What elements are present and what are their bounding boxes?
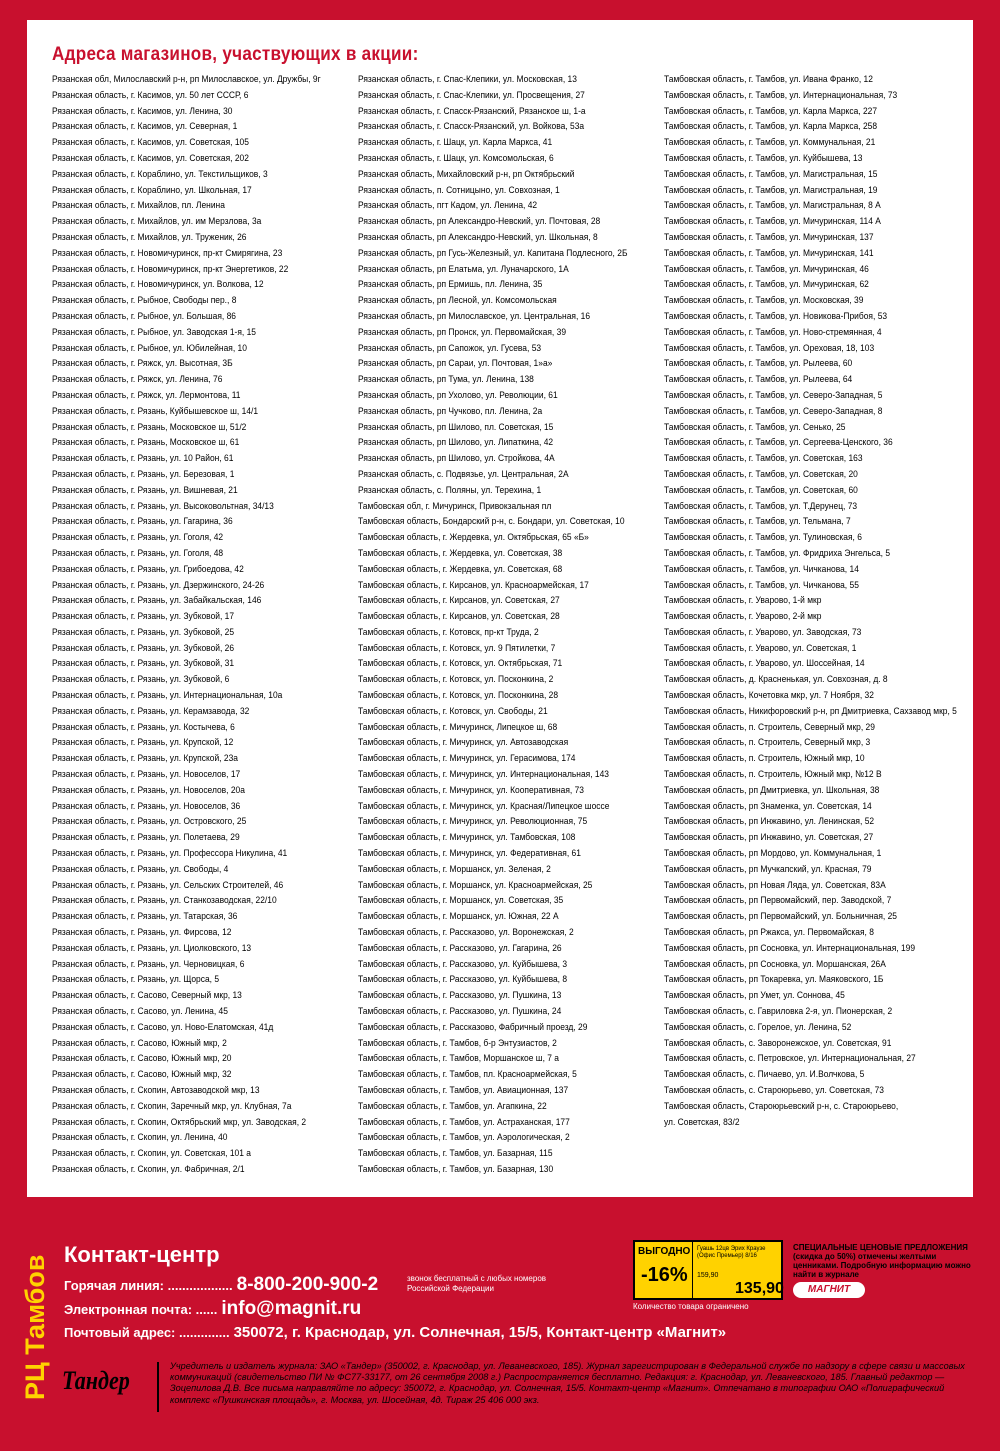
- post-label: Почтовый адрес: ..............: [64, 1325, 230, 1340]
- store-address: Тамбовская область, г. Тамбов, ул. Астраханская, 177: [358, 1116, 570, 1128]
- store-address: Рязанская область, рп Гусь-Железный, ул. Капитана Подлесного, 2Б: [358, 247, 628, 259]
- store-address: Рязанская область, г. Рязань, ул. Забайкальская, 146: [52, 595, 262, 607]
- store-address: Рязанская область, г. Рязань, ул. Новоселов, 20а: [52, 784, 245, 796]
- store-address: Тамбовская область, с. Гавриловка 2-я, ул. Пионерская, 2: [664, 1006, 893, 1018]
- store-address: Рязанская область, с. Подвязье, ул. Центральная, 2А: [358, 468, 569, 480]
- store-address: Тамбовская область, г. Мичуринск, ул. Интернациональная, 143: [358, 769, 610, 781]
- store-address: Тамбовская область, рп Знаменка, ул. Советская, 14: [664, 800, 872, 812]
- store-address: Тамбовская область, г. Тамбов, ул. Московская, 39: [664, 295, 864, 307]
- store-address: Рязанская область, рп Елатьма, ул. Луначарского, 1А: [358, 263, 569, 275]
- store-address: Тамбовская область, рп Инжавино, ул. Ленинская, 52: [664, 816, 875, 828]
- store-address: Тамбовская обл, г. Мичуринск, Привокзальная пл: [358, 500, 552, 512]
- store-address: Рязанская область, г. Шацк, ул. Карла Маркса, 41: [358, 137, 553, 149]
- store-address: Тамбовская область, г. Жердевка, ул. Советская, 68: [358, 563, 563, 575]
- store-address: Тамбовская область, г. Рассказово, ул. Пушкина, 24: [358, 1006, 562, 1018]
- store-address: Рязанская область, г. Рязань, ул. Фирсова, 12: [52, 927, 232, 939]
- store-address: Тамбовская область, г. Тамбов, ул. Фридриха Энгельса, 5: [664, 547, 891, 559]
- store-address: Рязанская область, г. Рязань, ул. Циолковского, 13: [52, 942, 252, 954]
- store-address: Тамбовская область, г. Рассказово, Фабричный проезд, 29: [358, 1021, 588, 1033]
- store-address: Рязанская область, пгт Кадом, ул. Ленина, 42: [358, 200, 538, 212]
- store-address: Рязанская область, г. Скопин, ул. Ленина, 40: [52, 1132, 228, 1144]
- store-address: Рязанская область, рп Тума, ул. Ленина, 138: [358, 374, 534, 386]
- store-address: Рязанская область, г. Сасово, Южный мкр, 32: [52, 1069, 232, 1081]
- post-row: [64, 1324, 726, 1341]
- store-address: Тамбовская область, г. Тамбов, ул. Северо-Западная, 5: [664, 389, 883, 401]
- store-address: Рязанская область, г. Рязань, ул. Свободы, 4: [52, 863, 229, 875]
- store-address: Рязанская область, г. Рязань, ул. Полетаева, 29: [52, 832, 240, 844]
- price-tag-sample: [633, 1240, 783, 1300]
- store-address: Тамбовская область, г. Тамбов, ул. Ново-стремянная, 4: [664, 326, 882, 338]
- store-address: Тамбовская область, рп Мучкапский, ул. Красная, 79: [664, 863, 872, 875]
- store-address: Рязанская область, г. Рязань, ул. Новоселов, 17: [52, 769, 241, 781]
- store-address: Тамбовская область, г. Мичуринск, ул. Тамбовская, 108: [358, 832, 576, 844]
- store-address: Рязанская область, г. Рязань, ул. Татарская, 36: [52, 911, 238, 923]
- store-address: Рязанская область, рп Шилово, пл. Советская, 15: [358, 421, 554, 433]
- store-address: Тамбовская область, рп Первомайский, пер. Заводской, 7: [664, 895, 892, 907]
- email-link[interactable]: info@magnit.ru: [221, 1298, 362, 1319]
- store-address: Тамбовская область, г. Моршанск, ул. Зеленая, 2: [358, 863, 551, 875]
- store-address: Рязанская область, г. Новомичуринск, ул. Волкова, 12: [52, 279, 264, 291]
- store-address: Рязанская область, г. Рязань, Куйбышевское ш, 14/1: [52, 405, 259, 417]
- store-address: Рязанская область, г. Михайлов, ул. Труженик, 26: [52, 231, 247, 243]
- store-address: Тамбовская область, г. Тамбов, ул. Советская, 20: [664, 468, 858, 480]
- store-address: Тамбовская область, г. Тамбов, ул. Советская, 60: [664, 484, 858, 496]
- store-address: Тамбовская область, г. Тамбов, ул. Новикова-Прибоя, 53: [664, 310, 888, 322]
- store-address: Тамбовская область, г. Кирсанов, ул. Советская, 28: [358, 611, 560, 623]
- store-address: Рязанская область, рп Шилово, ул. Липаткина, 42: [358, 437, 554, 449]
- store-address: Рязанская область, г. Сасово, ул. Ново-Елатомская, 41д: [52, 1021, 274, 1033]
- special-offer-text: СПЕЦИАЛЬНЫЕ ЦЕНОВЫЕ ПРЕДЛОЖЕНИЯ (скидка до 50%) отмечены желтыми ценниками. Подробную информацию можно найти в журнале: [793, 1243, 971, 1279]
- store-address: Рязанская область, г. Рыбное, ул. Заводская 1-я, 15: [52, 326, 256, 338]
- store-address: Тамбовская область, г. Тамбов, ул. Авиационная, 137: [358, 1085, 569, 1096]
- store-address: Рязанская область, г. Спас-Клепики, ул. Просвещения, 27: [358, 89, 585, 101]
- page-title: Адреса магазинов, участвующих в акции:: [52, 44, 419, 65]
- store-address: Рязанская область, рп Александро-Невский, ул. Почтовая, 28: [358, 216, 601, 228]
- store-address: Тамбовская область, г. Тамбов, ул. Мичуринская, 46: [664, 263, 869, 275]
- store-address: Тамбовская область, г. Тамбов, ул. Аэрологическая, 2: [358, 1132, 570, 1144]
- store-address: Тамбовская область, г. Рассказово, ул. Пушкина, 13: [358, 990, 562, 1002]
- store-address: Тамбовская область, г. Рассказово, ул. Гагарина, 26: [358, 942, 562, 954]
- store-address: Тамбовская область, д. Красненькая, ул. Совхозная, д. 8: [664, 674, 888, 686]
- promo-product: Гуашь 12цв Эрих Краузе (Офис Премьер) 8/16: [697, 1246, 766, 1259]
- store-address: Рязанская область, г. Кораблино, ул. Школьная, 17: [52, 184, 252, 196]
- store-address: Рязанская область, г. Спасск-Рязанский, ул. Войкова, 53а: [358, 121, 585, 133]
- store-address: Тамбовская область, г. Тамбов, ул. Мичуринская, 141: [664, 247, 874, 259]
- store-address: Рязанская область, г. Сасово, Южный мкр, 20: [52, 1053, 232, 1065]
- store-address: Тамбовская область, г. Котовск, ул. Посконкина, 2: [358, 674, 554, 686]
- store-address: Тамбовская область, рп Дмитриевка, ул. Школьная, 38: [664, 784, 880, 796]
- store-address: Тамбовская область, г. Уварово, 2-й мкр: [664, 611, 822, 623]
- store-address: Тамбовская область, рп Умет, ул. Соннова, 45: [664, 990, 845, 1002]
- store-address: Рязанская область, г. Кораблино, ул. Текстильщиков, 3: [52, 168, 268, 180]
- store-address: Рязанская область, г. Касимов, ул. 50 лет СССР, 6: [52, 89, 249, 101]
- store-address: Тамбовская область, г. Жердевка, ул. Советская, 38: [358, 547, 563, 559]
- store-address: Рязанская область, г. Скопин, Октябрьский мкр, ул. Заводская, 2: [52, 1116, 307, 1128]
- store-address: Рязанская область, г. Ряжск, ул. Ленина, 76: [52, 374, 223, 386]
- store-address: Тамбовская область, рп Ржакса, ул. Первомайская, 8: [664, 927, 874, 939]
- quantity-note: Количество товара ограничено: [633, 1302, 749, 1311]
- store-address: Рязанская область, г. Спас-Клепики, ул. Московская, 13: [358, 74, 577, 85]
- store-address: Рязанская область, г. Рязань, ул. Березовая, 1: [52, 468, 235, 480]
- store-address: Тамбовская область, п. Строитель, Северный мкр, 3: [664, 737, 871, 749]
- store-address: Тамбовская область, г. Кирсанов, ул. Красноармейская, 17: [358, 579, 589, 591]
- store-address: Рязанская область, г. Рязань, ул. Сельских Строителей, 46: [52, 879, 284, 891]
- hotline-label: Горячая линия: ..................: [64, 1278, 233, 1293]
- store-address: Тамбовская область, г. Тамбов, ул. Агапкина, 22: [358, 1100, 547, 1112]
- address-column-2: [358, 72, 664, 1178]
- store-address: Рязанская область, г. Ряжск, ул. Высотная, 3Б: [52, 358, 233, 370]
- store-address: Рязанская область, г. Рязань, ул. Гоголя, 48: [52, 547, 224, 559]
- store-address: Тамбовская область, с. Староюрьево, ул. Советская, 73: [664, 1085, 885, 1096]
- store-address: Рязанская область, г. Михайлов, пл. Ленина: [52, 200, 225, 212]
- store-address: Тамбовская область, п. Строитель, Южный мкр, №12 В: [664, 769, 882, 781]
- store-address: Рязанская область, рп Ермишь, пл. Ленина, 35: [358, 279, 543, 291]
- store-address: Тамбовская область, г. Тамбов, ул. Карла Маркса, 227: [664, 105, 878, 117]
- store-address: Рязанская область, рп Ухолово, ул. Революции, 61: [358, 389, 558, 401]
- store-address: Тамбовская область, г. Кирсанов, ул. Советская, 27: [358, 595, 560, 607]
- store-address: Тамбовская область, г. Моршанск, ул. Южная, 22 А: [358, 911, 559, 923]
- store-address: Рязанская область, г. Рязань, ул. Гагарина, 36: [52, 516, 233, 528]
- store-address: Тамбовская область, Кочетовка мкр, ул. 7 Ноября, 32: [664, 690, 874, 702]
- store-address: Тамбовская область, г. Тамбов, ул. Чичканова, 55: [664, 579, 859, 591]
- store-address: Рязанская область, г. Касимов, ул. Советская, 202: [52, 152, 249, 164]
- store-address: Рязанская область, г. Касимов, ул. Северная, 1: [52, 121, 238, 133]
- hotline-row: [64, 1274, 378, 1296]
- store-address: Рязанская область, рп Александро-Невский, ул. Школьная, 8: [358, 231, 598, 243]
- store-address: Тамбовская область, г. Тамбов, ул. Магистральная, 19: [664, 184, 878, 196]
- hotline-number[interactable]: 8-800-200-900-2: [236, 1274, 379, 1295]
- store-address: Тамбовская область, рп Сосновка, ул. Моршанская, 26А: [664, 958, 886, 970]
- store-address: Рязанская область, г. Рязань, ул. Гоголя, 42: [52, 532, 224, 544]
- store-address: Рязанская область, Михайловский р-н, рп Октябрьский: [358, 168, 575, 180]
- store-address: Тамбовская область, г. Тамбов, ул. Ивана Франко, 12: [664, 74, 873, 85]
- store-address: Рязанская область, г. Сасово, ул. Ленина, 45: [52, 1006, 228, 1018]
- store-address: Тамбовская область, г. Тамбов, ул. Ореховая, 18, 103: [664, 342, 875, 354]
- store-address: Рязанская область, г. Рязань, Московское ш, 61: [52, 437, 240, 449]
- store-address: Тамбовская область, г. Мичуринск, ул. Кооперативная, 73: [358, 784, 584, 796]
- store-address: Рязанская область, г. Рыбное, ул. Юбилейная, 10: [52, 342, 247, 354]
- promo-old-price: 159,90: [697, 1272, 719, 1279]
- store-address: Рязанская область, г. Рязань, ул. Черновицкая, 6: [52, 958, 245, 970]
- store-address: Тамбовская область, Никифоровский р-н, рп Дмитриевка, Сахзавод мкр, 5: [664, 705, 957, 717]
- store-address: Тамбовская область, г. Тамбов, ул. Тулиновская, 6: [664, 532, 862, 544]
- promo-badge: ВЫГОДНО: [638, 1246, 691, 1257]
- store-address: Рязанская область, г. Рязань, ул. Высоковольтная, 34/13: [52, 500, 274, 512]
- store-address: Тамбовская область, г. Тамбов, ул. Магистральная, 15: [664, 168, 878, 180]
- store-address: Тамбовская область, г. Рассказово, ул. Воронежская, 2: [358, 927, 574, 939]
- store-address: Тамбовская область, г. Рассказово, ул. Куйбышева, 8: [358, 974, 568, 986]
- store-address: Рязанская область, с. Поляны, ул. Терехина, 1: [358, 484, 542, 496]
- region-label: РЦ Тамбов: [20, 1254, 50, 1400]
- store-address: Рязанская область, п. Сотницыно, ул. Совхозная, 1: [358, 184, 560, 196]
- store-address: Рязанская область, г. Рязань, ул. Дзержинского, 24-26: [52, 579, 265, 591]
- store-address: Рязанская область, г. Рязань, ул. Интернациональная, 10а: [52, 690, 283, 702]
- store-address: Тамбовская область, г. Моршанск, ул. Советская, 35: [358, 895, 564, 907]
- store-address: Рязанская область, г. Рязань, ул. Новоселов, 36: [52, 800, 241, 812]
- store-address: Рязанская область, г. Рязань, ул. Крупской, 12: [52, 737, 234, 749]
- store-address: Тамбовская область, с. Пичаево, ул. И.Волчкова, 5: [664, 1069, 865, 1081]
- store-address: Рязанская область, г. Скопин, Автозаводской мкр, 13: [52, 1085, 260, 1096]
- store-address: Тамбовская область, рп Первомайский, ул. Больничная, 25: [664, 911, 897, 923]
- store-address: Рязанская область, г. Скопин, Заречный мкр, ул. Клубная, 7а: [52, 1100, 292, 1112]
- store-address: Тамбовская область, рп Инжавино, ул. Советская, 27: [664, 832, 874, 844]
- logo-divider: [157, 1362, 159, 1412]
- store-address: Рязанская область, рп Шилово, ул. Стройкова, 4А: [358, 453, 555, 465]
- store-address: Тамбовская область, г. Уварово, ул. Советская, 1: [664, 642, 857, 654]
- store-address: Тамбовская область, г. Мичуринск, ул. Федеративная, 61: [358, 848, 581, 860]
- store-address: Тамбовская область, г. Уварово, ул. Заводская, 73: [664, 626, 862, 638]
- store-address: Тамбовская область, г. Тамбов, ул. Мичуринская, 62: [664, 279, 869, 291]
- store-address: Тамбовская область, г. Тамбов, ул. Интернациональная, 73: [664, 89, 898, 101]
- store-address: Тамбовская область, г. Тамбов, ул. Куйбышева, 13: [664, 152, 863, 164]
- store-address: Тамбовская область, рп Сосновка, ул. Интернациональная, 199: [664, 942, 916, 954]
- store-address: Тамбовская область, г. Тамбов, ул. Коммунальная, 21: [664, 137, 876, 149]
- store-address: Рязанская область, г. Рыбное, ул. Большая, 86: [52, 310, 236, 322]
- store-address: Рязанская область, рп Сапожок, ул. Гусева, 53: [358, 342, 542, 354]
- store-address: Рязанская область, г. Рязань, Московское ш, 51/2: [52, 421, 247, 433]
- store-address: Рязанская область, г. Новомичуринск, пр-кт Смирягина, 23: [52, 247, 283, 259]
- store-address: Тамбовская область, г. Котовск, ул. Октябрьская, 71: [358, 658, 563, 670]
- store-address: Тамбовская область, г. Тамбов, ул. Рылеева, 60: [664, 358, 853, 370]
- store-address: Рязанская область, рп Милославское, ул. Центральная, 16: [358, 310, 591, 322]
- magnit-logo: МАГНИТ: [793, 1282, 865, 1298]
- store-address: Рязанская область, г. Рязань, ул. Грибоедова, 42: [52, 563, 244, 575]
- store-address: Тамбовская область, рп Мордово, ул. Коммунальная, 1: [664, 848, 882, 860]
- promo-discount: -16%: [641, 1264, 688, 1286]
- store-address: Тамбовская область, с. Заворонежское, ул. Советская, 91: [664, 1037, 892, 1049]
- store-address: Тамбовская область, г. Мичуринск, ул. Герасимова, 174: [358, 753, 576, 765]
- email-label: Электронная почта: ......: [64, 1302, 218, 1317]
- store-address: Тамбовская область, г. Тамбов, ул. Рылеева, 64: [664, 374, 853, 386]
- store-address: Рязанская область, г. Скопин, ул. Советская, 101 а: [52, 1148, 251, 1160]
- store-address: Рязанская область, рп Чучково, пл. Ленина, 2а: [358, 405, 543, 417]
- store-address: Рязанская область, г. Спасск-Рязанский, Рязанское ш, 1-а: [358, 105, 586, 117]
- store-address: Рязанская область, г. Рязань, ул. Зубковой, 25: [52, 626, 235, 638]
- store-address: Рязанская область, г. Михайлов, ул. им Мерзлова, 3а: [52, 216, 262, 228]
- store-address: Тамбовская область, г. Тамбов, ул. Сенько, 25: [664, 421, 846, 433]
- store-address: Рязанская область, г. Рязань, ул. Станкозаводская, 22/10: [52, 895, 277, 907]
- address-column-1: [52, 72, 357, 1178]
- store-address: Рязанская область, г. Рыбное, Свободы пер., 8: [52, 295, 237, 307]
- store-address: Тамбовская область, рп Новая Ляда, ул. Советская, 83А: [664, 879, 886, 891]
- legal-imprint: Учредитель и издатель журнала: ЗАО «Тандер» (350002, г. Краснодар, ул. Леваневского, 185). Журнал зарегистрирован в Федеральной службе по надзору в сфере связи и массовых коммуникаций (свидетельство ПИ № ФС77-33177, от 26 сентября 2008 г.) Распространяется бесплатно. Редакция: г. Краснодар, ул. Леваневского, 185. Главный редактор — Зоцепилова Д.В. Все письма направляйте по адресу: 350072, г. Краснодар, ул. Солнечная, 15/5. Контакт-центр «Магнит». Отпечатано в типографии ОАО «Полиграфический комплекс «Пушкинская площадь», г. Москва, ул. Шосейная, 4д. Тираж 25 406 000 экз.: [170, 1361, 965, 1405]
- store-address: Тамбовская область, п. Строитель, Северный мкр, 29: [664, 721, 875, 733]
- store-address: Рязанская область, г. Рязань, ул. Островского, 25: [52, 816, 247, 828]
- store-address: Рязанская область, г. Рязань, ул. Керамзавода, 32: [52, 705, 250, 717]
- store-address: Тамбовская область, г. Тамбов, ул. Т.Дерунец, 73: [664, 500, 858, 512]
- store-address: Рязанская область, рп Пронск, ул. Первомайская, 39: [358, 326, 567, 338]
- store-address: Тамбовская область, г. Тамбов, ул. Карла Маркса, 258: [664, 121, 878, 133]
- store-address: Тамбовская область, г. Котовск, ул. Свободы, 21: [358, 705, 548, 717]
- contact-title: Контакт-центр: [64, 1242, 220, 1267]
- store-address: Тамбовская область, г. Тамбов, ул. Магистральная, 8 А: [664, 200, 881, 212]
- store-address: ул. Советская, 83/2: [664, 1116, 740, 1128]
- store-address: Тамбовская область, Староюрьевский р-н, с. Староюрьево,: [664, 1100, 899, 1112]
- store-address: Тамбовская область, г. Мичуринск, Липецкое ш, 68: [358, 721, 558, 733]
- store-address: Рязанская область, г. Скопин, ул. Фабричная, 2/1: [52, 1163, 245, 1175]
- store-address: Рязанская обл, Милославский р-н, рп Милославское, ул. Дружбы, 9г: [52, 74, 321, 85]
- store-address: Тамбовская область, г. Котовск, ул. 9 Пятилетки, 7: [358, 642, 556, 654]
- store-address: Рязанская область, г. Рязань, ул. Костычева, 6: [52, 721, 235, 733]
- tander-logo: Тандер: [62, 1366, 130, 1395]
- store-address: Тамбовская область, г. Моршанск, ул. Красноармейская, 25: [358, 879, 593, 891]
- store-address: Рязанская область, г. Сасово, Южный мкр, 2: [52, 1037, 227, 1049]
- store-address: Тамбовская область, с. Горелое, ул. Ленина, 52: [664, 1021, 852, 1033]
- store-address: Тамбовская область, г. Мичуринск, ул. Революционная, 75: [358, 816, 588, 828]
- store-address: Рязанская область, г. Рязань, ул. Профессора Никулина, 41: [52, 848, 288, 860]
- store-address: Тамбовская область, г. Мичуринск, ул. Красная/Липецкое шоссе: [358, 800, 610, 812]
- store-address: Тамбовская область, с. Петровское, ул. Интернациональная, 27: [664, 1053, 916, 1065]
- store-address: Тамбовская область, г. Тамбов, ул. Мичуринская, 114 А: [664, 216, 881, 228]
- store-address: Тамбовская область, г. Котовск, пр-кт Труда, 2: [358, 626, 539, 638]
- store-address: Тамбовская область, г. Тамбов, ул. Сергеева-Ценского, 36: [664, 437, 893, 449]
- store-address: Тамбовская область, рп Токаревка, ул. Маяковского, 1Б: [664, 974, 884, 986]
- post-address: 350072, г. Краснодар, ул. Солнечная, 15/5, Контакт-центр «Магнит»: [233, 1324, 727, 1341]
- store-address: Рязанская область, г. Рязань, ул. Щорса, 5: [52, 974, 220, 986]
- store-address: Рязанская область, г. Касимов, ул. Советская, 105: [52, 137, 249, 149]
- store-address: Тамбовская область, п. Строитель, Южный мкр, 10: [664, 753, 865, 765]
- store-address: Тамбовская область, г. Тамбов, Моршанское ш, 7 а: [358, 1053, 559, 1065]
- store-address: Рязанская область, г. Рязань, ул. Крупской, 23а: [52, 753, 238, 765]
- store-address: Рязанская область, г. Рязань, ул. Вишневая, 21: [52, 484, 238, 496]
- store-address: Рязанская область, г. Рязань, ул. Зубковой, 17: [52, 611, 235, 623]
- store-address: Тамбовская область, г. Мичуринск, ул. Автозаводская: [358, 737, 569, 749]
- store-address: Тамбовская область, г. Уварово, 1-й мкр: [664, 595, 822, 607]
- store-address: Рязанская область, г. Сасово, Северный мкр, 13: [52, 990, 242, 1002]
- store-address: Тамбовская область, г. Тамбов, ул. Мичуринская, 137: [664, 231, 874, 243]
- address-column-3: [664, 72, 997, 1130]
- store-address: Тамбовская область, г. Тамбов, ул. Чичканова, 14: [664, 563, 859, 575]
- store-address: Тамбовская область, г. Тамбов, пл. Красноармейская, 5: [358, 1069, 577, 1081]
- store-address: Тамбовская область, г. Жердевка, ул. Октябрьская, 65 «Б»: [358, 532, 589, 544]
- store-address: Рязанская область, г. Новомичуринск, пр-кт Энергетиков, 22: [52, 263, 289, 275]
- store-address: Тамбовская область, г. Тамбов, ул. Базарная, 115: [358, 1148, 553, 1160]
- email-row: [64, 1298, 361, 1320]
- store-address: Тамбовская область, Бондарский р-н, с. Бондари, ул. Советская, 10: [358, 516, 625, 528]
- store-address: Рязанская область, г. Касимов, ул. Ленина, 30: [52, 105, 233, 117]
- store-address: Рязанская область, г. Шацк, ул. Комсомольская, 6: [358, 152, 554, 164]
- store-address: Рязанская область, г. Ряжск, ул. Лермонтова, 11: [52, 389, 241, 401]
- promo-new-price: 135,90: [735, 1280, 784, 1297]
- store-address: Тамбовская область, г. Тамбов, ул. Советская, 163: [664, 453, 863, 465]
- hotline-note: звонок бесплатный с любых номеров Российской Федерации: [407, 1274, 547, 1293]
- store-address: Тамбовская область, г. Котовск, ул. Посконкина, 28: [358, 690, 559, 702]
- store-address: Тамбовская область, г. Тамбов, ул. Базарная, 130: [358, 1163, 554, 1175]
- store-address: Рязанская область, г. Рязань, ул. Зубковой, 26: [52, 642, 235, 654]
- store-address: Рязанская область, рп Сараи, ул. Почтовая, 1»а»: [358, 358, 553, 370]
- store-address: Рязанская область, г. Рязань, ул. Зубковой, 31: [52, 658, 235, 670]
- store-address: Рязанская область, г. Рязань, ул. Зубковой, 6: [52, 674, 230, 686]
- store-address: Рязанская область, г. Рязань, ул. 10 Район, 61: [52, 453, 234, 465]
- store-address: Тамбовская область, г. Уварово, ул. Шоссейная, 14: [664, 658, 865, 670]
- store-address: Тамбовская область, г. Тамбов, б-р Энтузиастов, 2: [358, 1037, 557, 1049]
- store-address: Тамбовская область, г. Тамбов, ул. Северо-Западная, 8: [664, 405, 883, 417]
- store-address: Тамбовская область, г. Тамбов, ул. Тельмана, 7: [664, 516, 851, 528]
- store-address: Рязанская область, рп Лесной, ул. Комсомольская: [358, 295, 557, 307]
- store-address: Тамбовская область, г. Рассказово, ул. Куйбышева, 3: [358, 958, 568, 970]
